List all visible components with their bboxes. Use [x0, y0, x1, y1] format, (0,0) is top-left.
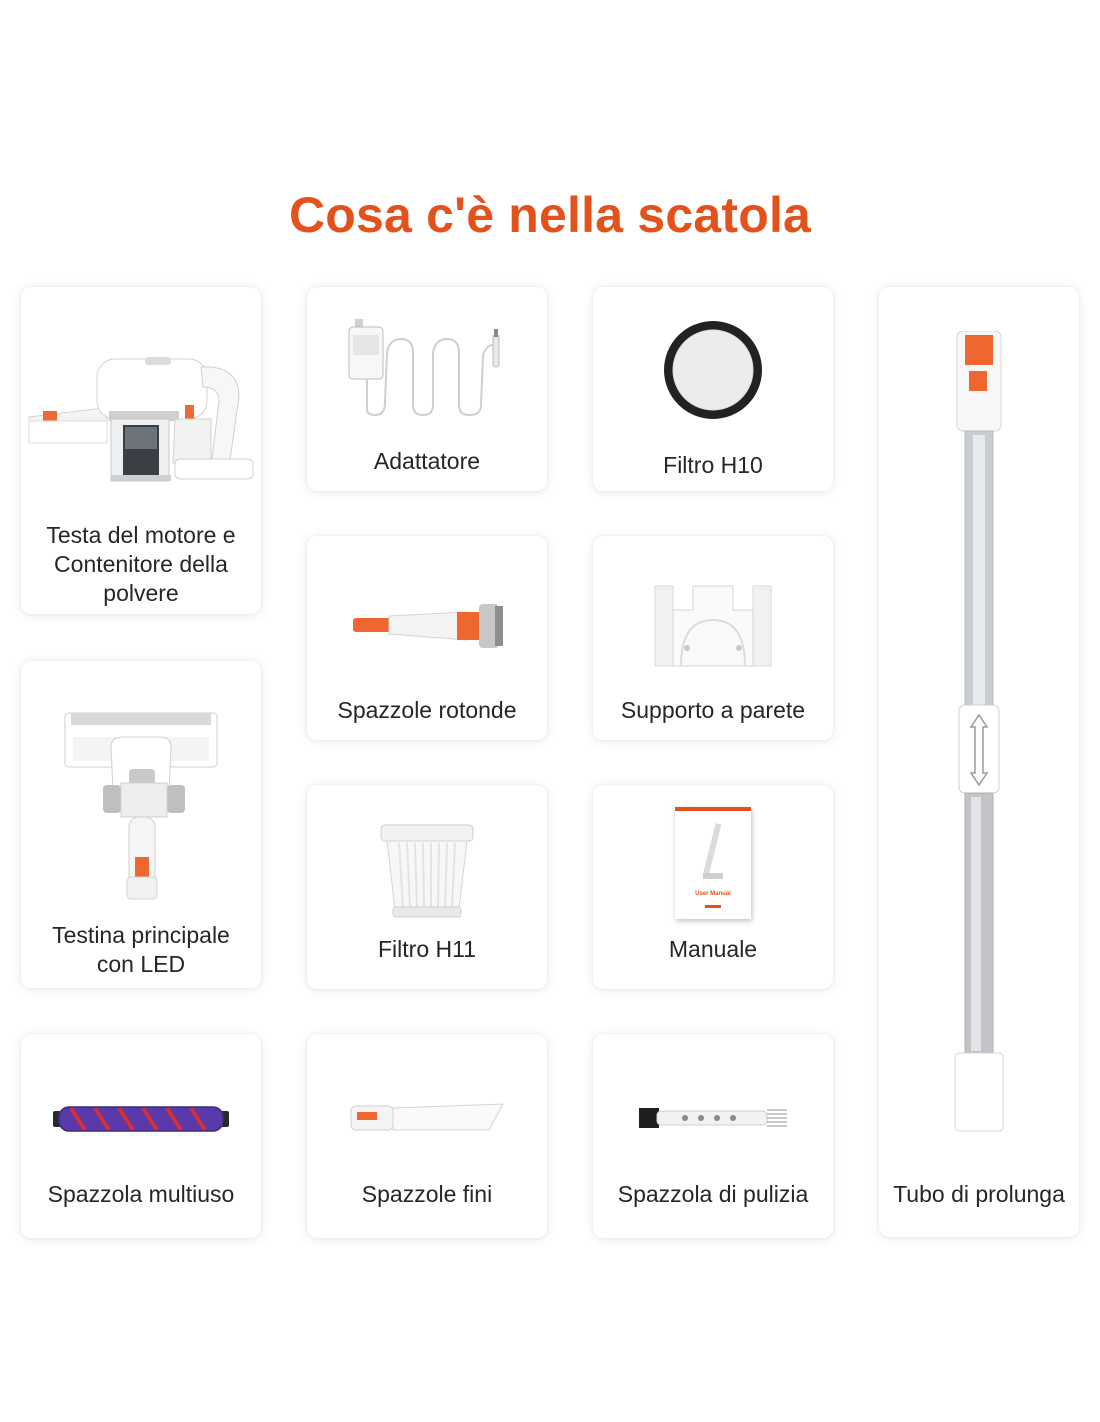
cleaning-brush-icon	[637, 1104, 789, 1132]
item-card-h10-filter	[593, 287, 833, 491]
item-label: Spazzole fini	[361, 1181, 493, 1207]
extension-tube-icon	[941, 331, 1017, 1135]
manual-icon	[675, 807, 751, 919]
item-label: Manuale	[668, 936, 758, 962]
item-card-manual	[593, 785, 833, 989]
manual-cover-title: User Manual	[695, 891, 731, 897]
item-label: Spazzola di pulizia	[617, 1181, 809, 1207]
item-card-extension-tube	[879, 287, 1079, 1237]
item-card-wall-mount	[593, 536, 833, 740]
item-card-round-brushes	[307, 536, 547, 740]
item-label: Spazzola multiuso	[47, 1181, 235, 1207]
crevice-tool-icon	[347, 1100, 509, 1140]
power-adapter-icon	[337, 313, 517, 423]
cup-filter-icon	[379, 823, 475, 919]
item-label: Testina principale con LED	[52, 922, 230, 977]
item-label: Filtro H11	[378, 936, 476, 962]
item-card-crevice-tool	[307, 1034, 547, 1238]
item-card-roller-brush	[21, 1034, 261, 1238]
round-filter-icon	[662, 319, 764, 421]
item-card-floor-head	[21, 661, 261, 988]
item-card-adapter	[307, 287, 547, 491]
handheld-vacuum-icon	[25, 347, 257, 497]
page-title: Cosa c'è nella scatola	[288, 186, 812, 243]
roller-brush-icon	[51, 1102, 231, 1136]
item-card-cleaning-brush	[593, 1034, 833, 1238]
round-brush-icon	[349, 594, 509, 654]
item-card-h11-filter	[307, 785, 547, 989]
item-label: Spazzole rotonde	[337, 697, 517, 723]
item-card-motor-head	[21, 287, 261, 614]
item-label: Supporto a parete	[620, 697, 806, 723]
item-label: Testa del motore e Contenitore della polvere	[46, 522, 236, 606]
floor-head-icon	[61, 707, 221, 903]
wall-mount-icon	[651, 580, 775, 670]
item-label: Adattatore	[373, 448, 481, 474]
item-label: Tubo di prolunga	[893, 1181, 1065, 1207]
item-label: Filtro H10	[663, 452, 763, 478]
